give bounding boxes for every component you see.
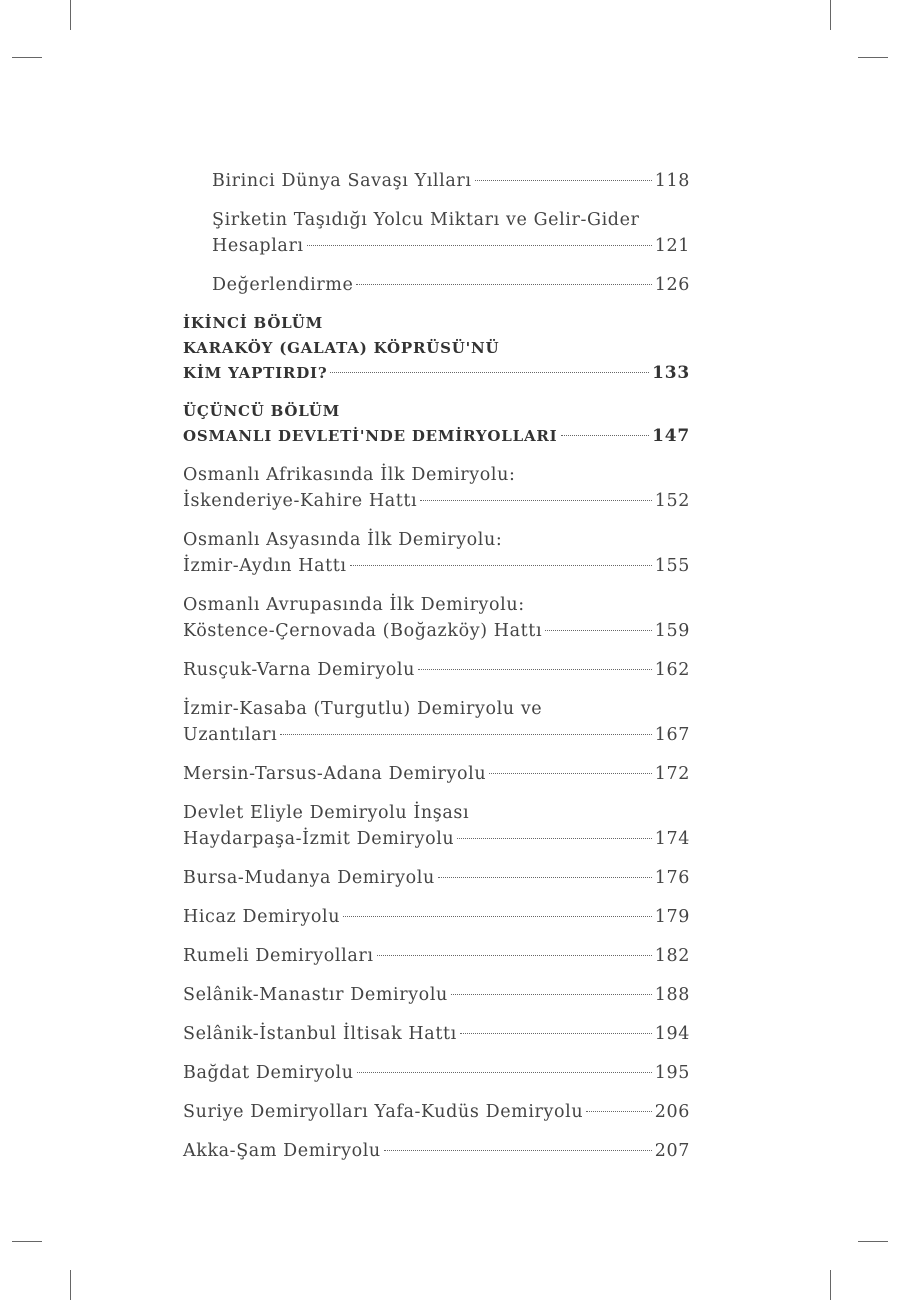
toc-page-number: 162 bbox=[654, 660, 690, 680]
toc-page-number: 152 bbox=[654, 491, 690, 511]
toc-entry[interactable] bbox=[183, 657, 690, 683]
toc-entry[interactable] bbox=[183, 800, 690, 852]
toc-page-number: 133 bbox=[652, 363, 690, 383]
dot-leader bbox=[307, 245, 652, 246]
dot-leader bbox=[438, 877, 652, 878]
dot-leader bbox=[475, 180, 652, 181]
toc-page-number: 194 bbox=[654, 1024, 690, 1044]
crop-mark bbox=[830, 1270, 831, 1300]
toc-part-heading[interactable] bbox=[183, 399, 690, 449]
toc-entry-line bbox=[183, 1021, 690, 1047]
toc-page-number: 182 bbox=[654, 946, 690, 966]
toc-entry-line bbox=[212, 168, 690, 194]
toc-entry-line bbox=[183, 865, 690, 891]
toc-entry-title: Haydarpaşa-İzmit Demiryolu bbox=[183, 829, 455, 849]
toc-entry[interactable] bbox=[183, 462, 690, 514]
toc-entry-title-line: Devlet Eliyle Demiryolu İnşası bbox=[183, 803, 470, 823]
dot-leader bbox=[489, 773, 652, 774]
crop-mark bbox=[12, 1241, 42, 1242]
dot-leader bbox=[586, 1111, 652, 1112]
toc-entry-title: İskenderiye-Kahire Hattı bbox=[183, 491, 418, 511]
toc-entry-line bbox=[183, 657, 690, 683]
dot-leader bbox=[451, 994, 652, 995]
crop-mark bbox=[858, 57, 888, 58]
toc-page-number: 206 bbox=[654, 1102, 690, 1122]
crop-mark bbox=[12, 57, 42, 58]
toc-page-number: 147 bbox=[652, 426, 690, 446]
dot-leader bbox=[561, 435, 650, 436]
toc-entry-line bbox=[183, 826, 690, 852]
toc-entry[interactable] bbox=[183, 696, 690, 748]
toc-entry-title-line: Osmanlı Asyasında İlk Demiryolu: bbox=[183, 530, 503, 550]
toc-entry-title: Rusçuk-Varna Demiryolu bbox=[183, 660, 415, 680]
toc-entry-title-line: Şirketin Taşıdığı Yolcu Miktarı ve Gelir-Gider bbox=[212, 210, 640, 230]
toc-page-number: 159 bbox=[654, 621, 690, 641]
toc-entry-title: Mersin-Tarsus-Adana Demiryolu bbox=[183, 764, 487, 784]
toc-entry-line bbox=[183, 904, 690, 930]
toc-entry-line bbox=[212, 233, 690, 259]
toc-entry-title: Bursa-Mudanya Demiryolu bbox=[183, 868, 435, 888]
toc-entry[interactable] bbox=[183, 761, 690, 787]
toc-entry[interactable] bbox=[183, 943, 690, 969]
dot-leader bbox=[377, 955, 652, 956]
toc-entry-line bbox=[183, 1138, 690, 1164]
dot-leader bbox=[343, 916, 652, 917]
crop-mark bbox=[70, 1270, 71, 1300]
dot-leader bbox=[350, 565, 652, 566]
toc-entry[interactable] bbox=[183, 865, 690, 891]
toc-entry-line bbox=[183, 1099, 690, 1125]
toc-entry-line bbox=[183, 722, 690, 748]
toc-page-number: 188 bbox=[654, 985, 690, 1005]
toc-entry-line bbox=[183, 424, 690, 449]
dot-leader bbox=[460, 1033, 652, 1034]
toc-page-number: 174 bbox=[654, 829, 690, 849]
toc-entry-title: İzmir-Aydın Hattı bbox=[183, 556, 347, 576]
toc-entry[interactable] bbox=[183, 982, 690, 1008]
toc-entry-line bbox=[183, 982, 690, 1008]
toc-entry-line bbox=[183, 361, 690, 386]
toc-entry-title: Selânik-Manastır Demiryolu bbox=[183, 985, 448, 1005]
toc-entry-line bbox=[183, 618, 690, 644]
dot-leader bbox=[356, 284, 651, 285]
table-of-contents bbox=[183, 168, 690, 1177]
toc-entry-title: Rumeli Demiryolları bbox=[183, 946, 374, 966]
toc-page-number: 207 bbox=[654, 1141, 690, 1161]
toc-entry-line bbox=[183, 943, 690, 969]
toc-entry[interactable] bbox=[183, 904, 690, 930]
toc-entry[interactable] bbox=[183, 272, 690, 298]
toc-entry-title: Suriye Demiryolları Yafa-Kudüs Demiryolu bbox=[183, 1102, 584, 1122]
toc-part-heading[interactable] bbox=[183, 311, 690, 386]
toc-entry-line bbox=[183, 488, 690, 514]
toc-page-number: 121 bbox=[654, 236, 690, 256]
toc-entry-title: Birinci Dünya Savaşı Yılları bbox=[212, 171, 472, 191]
toc-entry-line bbox=[183, 761, 690, 787]
toc-entry-title-line: İKİNCİ BÖLÜM bbox=[183, 314, 323, 332]
crop-mark bbox=[830, 0, 831, 30]
dot-leader bbox=[280, 734, 652, 735]
dot-leader bbox=[420, 500, 652, 501]
toc-page-number: 172 bbox=[654, 764, 690, 784]
crop-mark bbox=[858, 1241, 888, 1242]
dot-leader bbox=[545, 630, 652, 631]
dot-leader bbox=[384, 1150, 652, 1151]
toc-entry-title: Köstence-Çernovada (Boğazköy) Hattı bbox=[183, 621, 543, 641]
toc-entry[interactable] bbox=[183, 1060, 690, 1086]
toc-page-number: 176 bbox=[654, 868, 690, 888]
toc-page-number: 155 bbox=[654, 556, 690, 576]
toc-entry-line bbox=[183, 1060, 690, 1086]
toc-entry-title: Uzantıları bbox=[183, 725, 278, 745]
toc-entry-title-line: Osmanlı Avrupasında İlk Demiryolu: bbox=[183, 595, 525, 615]
toc-entry[interactable] bbox=[183, 1099, 690, 1125]
toc-entry[interactable] bbox=[183, 592, 690, 644]
toc-entry-title-line: ÜÇÜNCÜ BÖLÜM bbox=[183, 402, 341, 420]
toc-page-number: 179 bbox=[654, 907, 690, 927]
toc-entry-title: Değerlendirme bbox=[212, 275, 354, 295]
toc-entry[interactable] bbox=[183, 168, 690, 194]
toc-entry-title: OSMANLI DEVLETİ'NDE DEMİRYOLLARI bbox=[183, 427, 558, 445]
toc-page-number: 195 bbox=[654, 1063, 690, 1083]
dot-leader bbox=[357, 1072, 652, 1073]
toc-entry-line bbox=[183, 553, 690, 579]
toc-page-number: 167 bbox=[654, 725, 690, 745]
toc-entry-title: Akka-Şam Demiryolu bbox=[183, 1141, 381, 1161]
toc-entry-line bbox=[212, 272, 690, 298]
crop-mark bbox=[70, 0, 71, 30]
toc-page-number: 126 bbox=[654, 275, 690, 295]
toc-entry-title-line: KARAKÖY (GALATA) KÖPRÜSÜ'NÜ bbox=[183, 339, 500, 357]
toc-entry-title-line: İzmir-Kasaba (Turgutlu) Demiryolu ve bbox=[183, 699, 543, 719]
dot-leader bbox=[418, 669, 652, 670]
toc-entry-title-line: Osmanlı Afrikasında İlk Demiryolu: bbox=[183, 465, 516, 485]
toc-entry-title: Selânik-İstanbul İltisak Hattı bbox=[183, 1024, 457, 1044]
toc-entry-title: Hesapları bbox=[212, 236, 304, 256]
toc-entry-title: Hicaz Demiryolu bbox=[183, 907, 341, 927]
dot-leader bbox=[457, 838, 651, 839]
toc-entry[interactable] bbox=[183, 527, 690, 579]
dot-leader bbox=[330, 372, 649, 373]
toc-page-number: 118 bbox=[654, 171, 690, 191]
toc-entry[interactable] bbox=[183, 1021, 690, 1047]
toc-entry-title: KİM YAPTIRDI? bbox=[183, 364, 328, 382]
toc-entry[interactable] bbox=[183, 1138, 690, 1164]
toc-entry[interactable] bbox=[183, 207, 690, 259]
toc-entry-title: Bağdat Demiryolu bbox=[183, 1063, 354, 1083]
